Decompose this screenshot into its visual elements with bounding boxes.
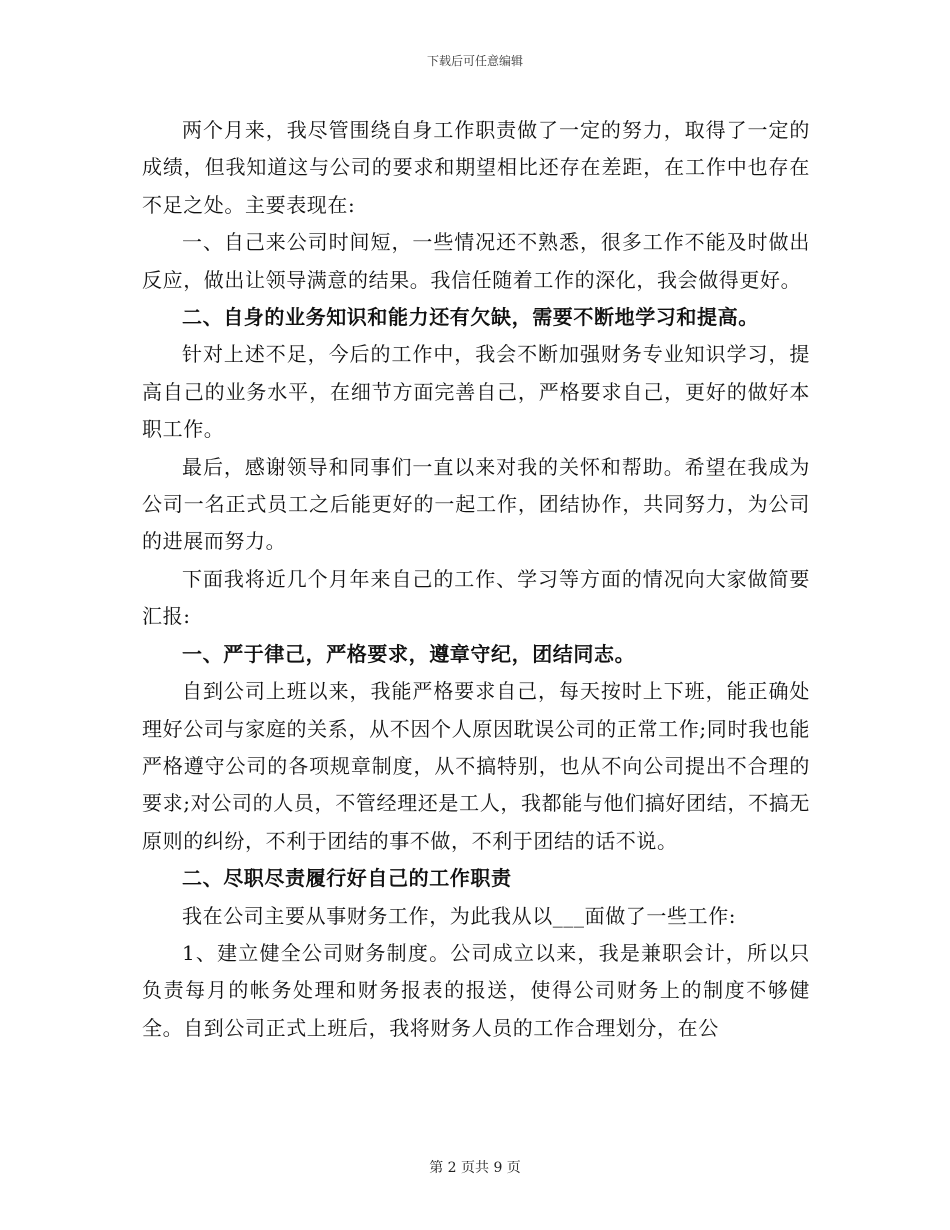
paragraph-6: 自到公司上班以来，我能严格要求自己，每天按时上下班，能正确处理好公司与家庭的关系，从不因个人原因耽误公司的正常工作;同时我也能严格遵守公司的各项规章制度，从不搞特别，也从不向公司提出不合理的要求;对公司的人员，不管经理还是工人，我都能与他们搞好团结，不搞无原则的纠纷，不利于团结的事不做，不利于团结的话不说。 (142, 679, 810, 853)
paragraph-5: 下面我将近几个月年来自己的工作、学习等方面的情况向大家做简要汇报: (142, 566, 810, 629)
paragraph-1: 两个月来，我尽管围绕自身工作职责做了一定的努力，取得了一定的成绩，但我知道这与公司的要求和期望相比还存在差距，在工作中也存在不足之处。主要表现在: (142, 118, 810, 217)
paragraph-2: 一、自己来公司时间短，一些情况还不熟悉，很多工作不能及时做出反应，做出让领导满意的结果。我信任随着工作的深化，我会做得更好。 (142, 230, 810, 292)
section-heading-discipline: 一、严于律己，严格要求，遵章守纪，团结同志。 (182, 641, 636, 666)
paragraph-8: 1、建立健全公司财务制度。公司成立以来，我是兼职会计，所以只负责每月的帐务处理和财务报表的报送，使得公司财务上的制度不够健全。自到公司正式上班后，我将财务人员的工作合理划分，在公 (142, 940, 810, 1040)
paragraph-7: 我在公司主要从事财务工作，为此我从以___面做了一些工作: (182, 903, 737, 928)
paragraph-3: 针对上述不足，今后的工作中，我会不断加强财务专业知识学习，提高自己的业务水平，在细节方面完善自己，严格要求自己，更好的做好本职工作。 (142, 342, 810, 442)
page-header-note: 下载后可任意编辑 (426, 54, 523, 68)
paragraph-4: 最后，感谢领导和同事们一直以来对我的关怀和帮助。希望在我成为公司一名正式员工之后能更好的一起工作，团结协作，共同努力，为公司的进展而努力。 (142, 454, 810, 554)
page-number: 第 2 页共 9 页 (429, 1160, 521, 1176)
section-heading-duties: 二、尽职尽责履行好自己的工作职责 (182, 866, 512, 891)
document-body (142, 112, 810, 1047)
section-heading-skills: 二、自身的业务知识和能力还有欠缺，需要不断地学习和提高。 (182, 305, 759, 330)
